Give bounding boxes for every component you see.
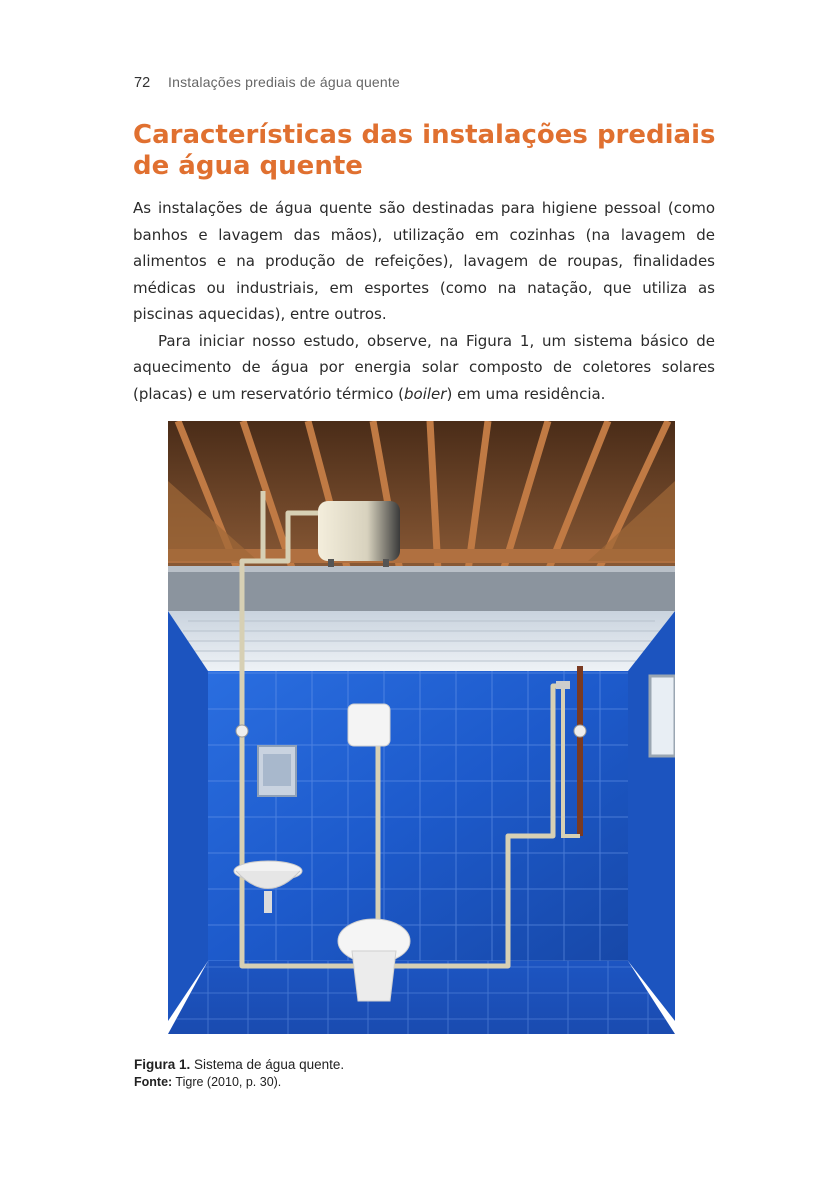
mirror	[263, 754, 291, 786]
toilet-base	[352, 951, 396, 1001]
section-title: Características das instalações prediais de água quente	[133, 120, 716, 181]
sink-trap	[264, 891, 272, 913]
figure-source	[134, 1075, 281, 1089]
figure-caption	[134, 1055, 344, 1075]
paragraph-1: As instalações de água quente são destinadas para higiene pessoal (como banhos e lavagem das mãos), utilização em cozinhas (na lavagem de alimentos e na produção de refeições), lavagem de roupas, finalidades médicas ou industriais, em esportes (como na natação, que utiliza as piscinas aquecidas), entre outros.	[133, 199, 715, 323]
caption-label: Figura 1.	[134, 1057, 191, 1072]
source-text: Tigre (2010, p. 30).	[172, 1075, 282, 1089]
boiler-stand	[328, 559, 334, 567]
floor-tiles	[168, 961, 675, 1034]
window	[650, 676, 675, 756]
cistern	[348, 704, 390, 746]
paragraph-2	[133, 328, 715, 408]
boiler-stand-2	[383, 559, 389, 567]
boiler-tank	[318, 501, 400, 561]
body-text	[133, 195, 715, 407]
source-label: Fonte:	[134, 1075, 173, 1089]
caption-text: Sistema de água quente.	[190, 1057, 345, 1072]
paragraph-2-part-2: ) em uma residência.	[446, 384, 606, 403]
bathroom-illustration	[168, 421, 675, 1034]
figure-hot-water-system	[168, 421, 675, 1034]
boiler-term: boiler	[404, 384, 447, 403]
page-number: 72	[134, 75, 151, 91]
shower-head	[556, 681, 570, 689]
valve-right	[574, 725, 586, 737]
running-title: Instalações prediais de água quente	[168, 74, 400, 90]
paragraph-2-part-1: Para iniciar nosso estudo, observe, na Figura 1, um sistema básico de aquecimento de água por energia solar composto de coletores solares (placas) e um reservatório térmico (	[133, 331, 715, 403]
right-wall	[628, 611, 675, 1021]
left-wall	[168, 611, 208, 1021]
valve-left	[236, 725, 248, 737]
running-header	[134, 74, 400, 91]
